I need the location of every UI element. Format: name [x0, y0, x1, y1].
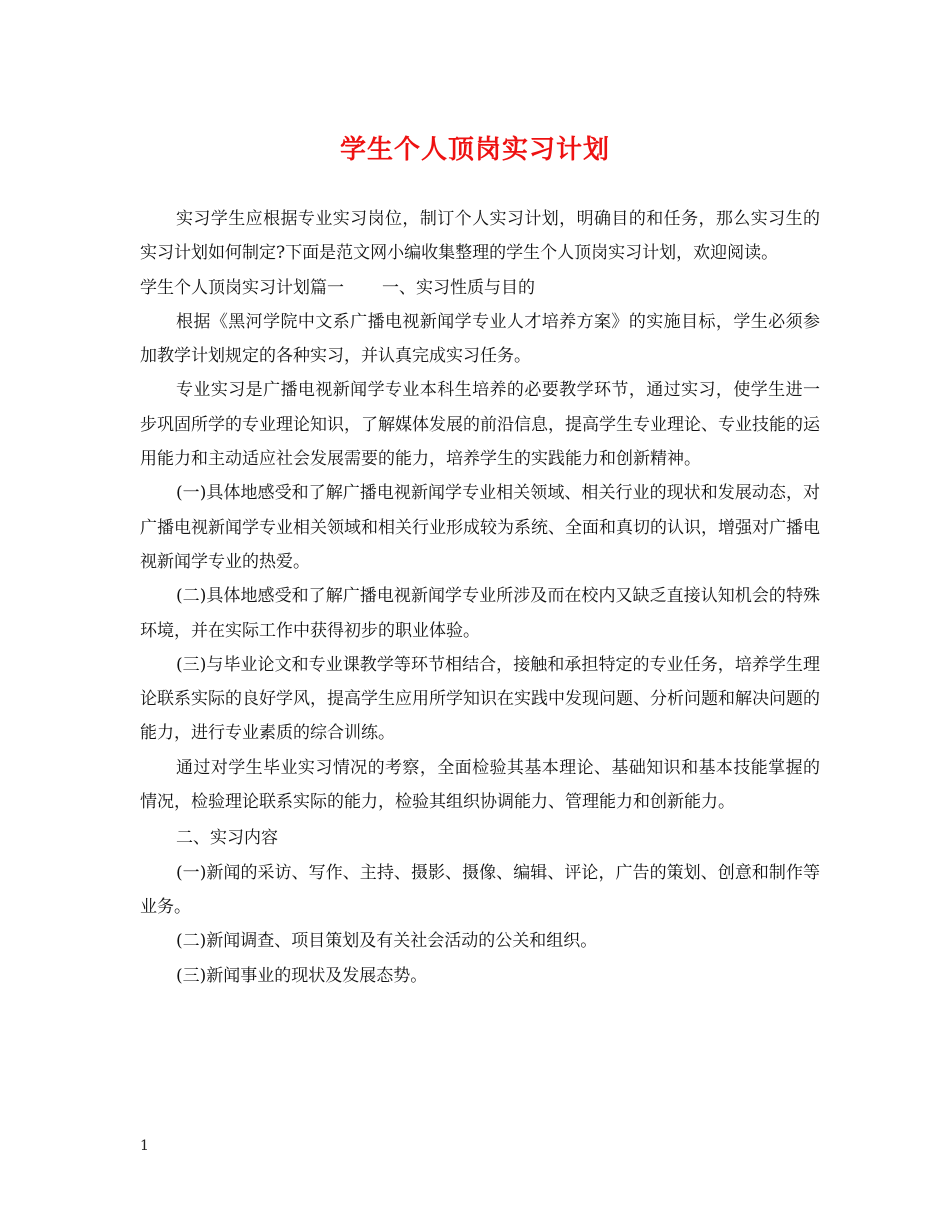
body-paragraph-7: (一)新闻的采访、写作、主持、摄影、摄像、编辑、评论，广告的策划、创意和制作等业务。	[140, 862, 820, 917]
page-number: 1	[140, 1138, 149, 1154]
body-paragraph-4: (二)具体地感受和了解广播电视新闻学专业所涉及而在校内又缺乏直接认知机会的特殊环境，并在实际工作中获得初步的职业体验。	[140, 586, 820, 641]
body-paragraph-5: (三)与毕业论文和专业课教学等环节相结合，接触和承担特定的专业任务，培养学生理论联系实际的良好学风，提高学生应用所学知识在实践中发现问题、分析问题和解决问题的能力，进行专业素质的综合训练。	[140, 654, 820, 744]
body-paragraph-9: (三)新闻事业的现状及发展态势。	[176, 965, 428, 986]
section-heading-left: 学生个人顶岗实习计划篇一	[140, 277, 344, 298]
body-paragraph-3: (一)具体地感受和了解广播电视新闻学专业相关领域、相关行业的现状和发展动态，对广播电视新闻学专业相关领域和相关行业形成较为系统、全面和真切的认识，增强对广播电视新闻学专业的热爱。	[140, 483, 820, 572]
intro-paragraph: 实习学生应根据专业实习岗位，制订个人实习计划，明确目的和任务，那么实习生的实习计划如何制定?下面是范文网小编收集整理的学生个人顶岗实习计划，欢迎阅读。	[140, 209, 820, 264]
section-heading-right: 一、实习性质与目的	[382, 277, 535, 298]
body-paragraph-8: (二)新闻调查、项目策划及有关社会活动的公关和组织。	[176, 931, 598, 952]
body-paragraph-2: 专业实习是广播电视新闻学专业本科生培养的必要教学环节，通过实习，使学生进一步巩固所学的专业理论知识，了解媒体发展的前沿信息，提高学生专业理论、专业技能的运用能力和主动适应社会发展需要的能力，培养学生的实践能力和创新精神。	[140, 380, 820, 470]
body-paragraph-1: 根据《黑河学院中文系广播电视新闻学专业人才培养方案》的实施目标，学生必须参加教学计划规定的各种实习，并认真完成实习任务。	[140, 311, 820, 367]
document-title: 学生个人顶岗实习计划	[339, 135, 610, 165]
section-heading-2: 二、实习内容	[176, 828, 278, 849]
body-paragraph-6: 通过对学生毕业实习情况的考察，全面检验其基本理论、基础知识和基本技能掌握的情况，检验理论联系实际的能力，检验其组织协调能力、管理能力和创新能力。	[140, 757, 820, 813]
document-body	[140, 202, 820, 993]
section-heading-line	[140, 271, 820, 305]
